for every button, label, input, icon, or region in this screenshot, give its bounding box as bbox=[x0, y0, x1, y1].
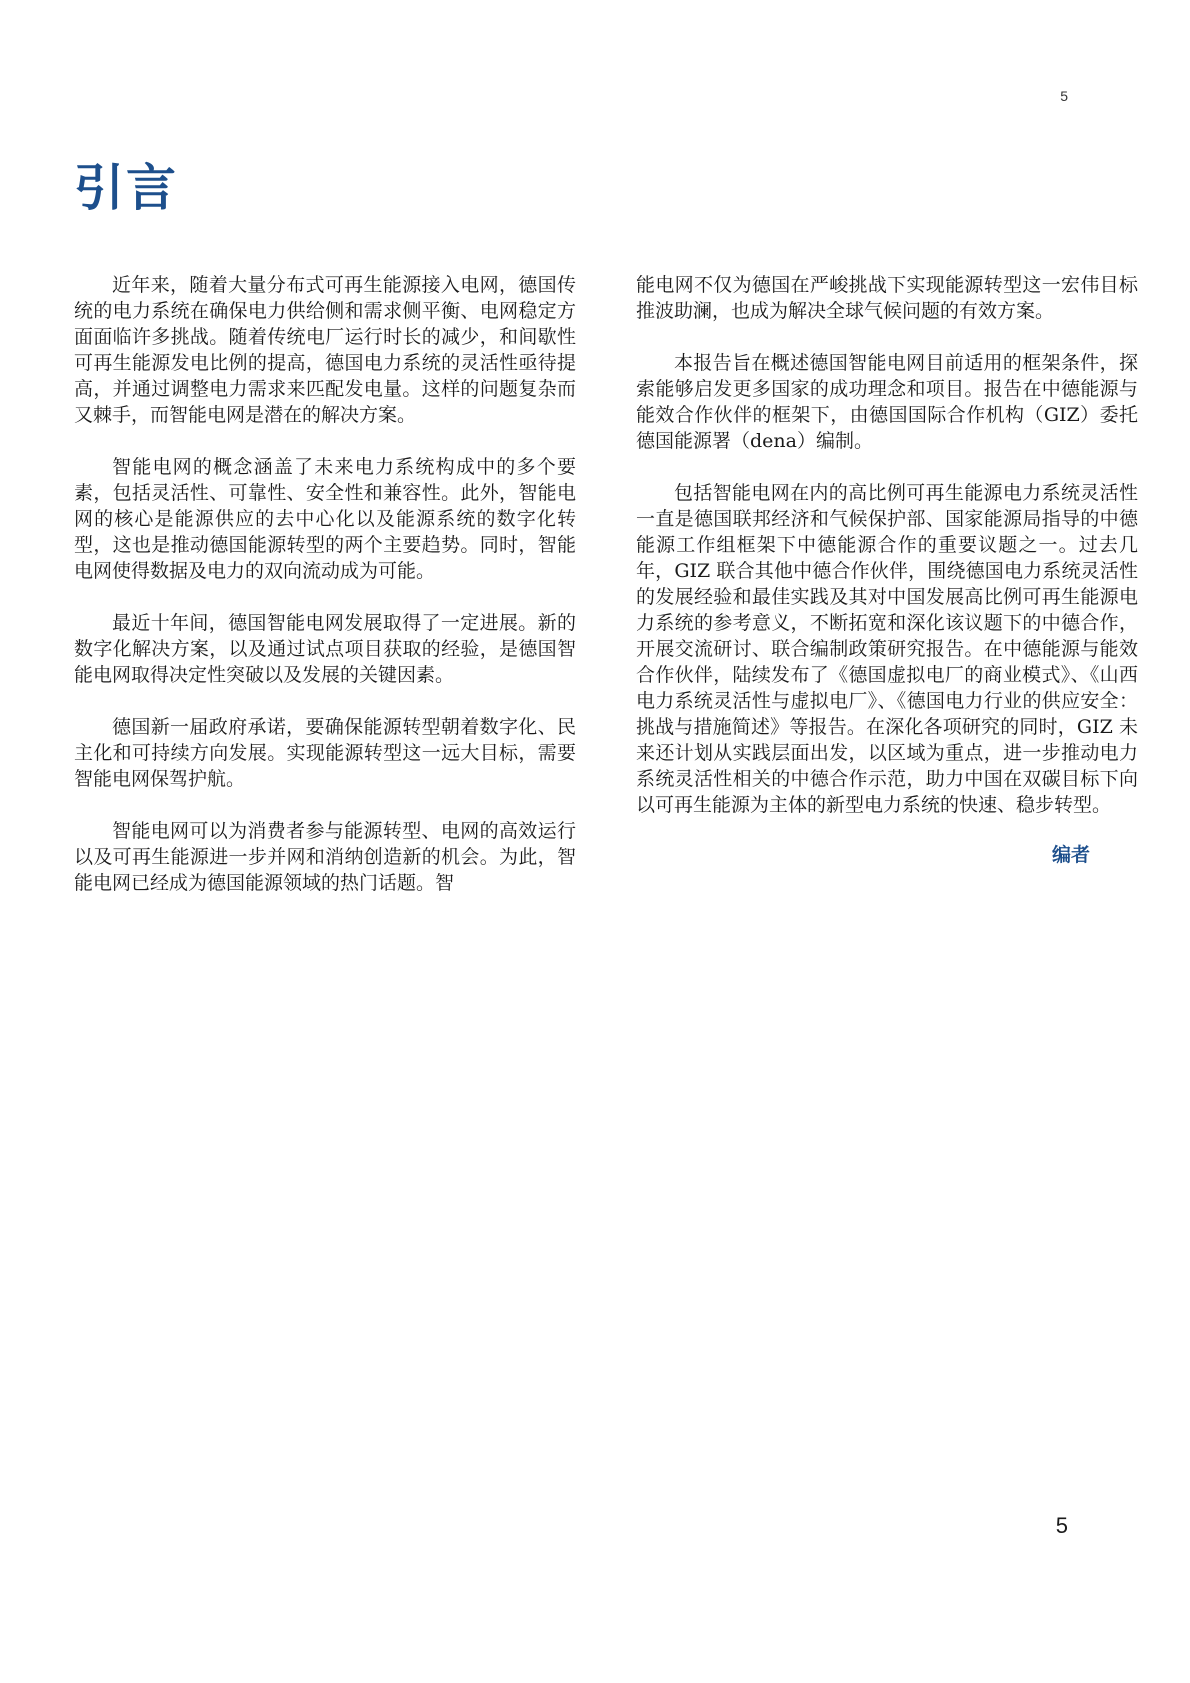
editor-signature: 编者 bbox=[1051, 844, 1090, 866]
body-paragraph: 近年来，随着大量分布式可再生能源接入电网，德国传统的电力系统在确保电力供给侧和需求侧平衡、电网稳定方面面临许多挑战。随着传统电厂运行时长的减少，和间歇性可再生能源发电比例的提高，德国电力系统的灵活性亟待提高，并通过调整电力需求来匹配发电量。这样的问题复杂而又棘手，而智能电网是潜在的解决方案。 bbox=[74, 274, 576, 426]
body-paragraph: 最近十年间，德国智能电网发展取得了一定进展。新的数字化解决方案，以及通过试点项目获取的经验，是德国智能电网取得决定性突破以及发展的关键因素。 bbox=[74, 612, 576, 686]
right-column bbox=[636, 272, 1138, 868]
body-paragraph: 德国新一届政府承诺，要确保能源转型朝着数字化、民主化和可持续方向发展。实现能源转型这一远大目标，需要智能电网保驾护航。 bbox=[74, 716, 576, 790]
body-paragraph: 智能电网的概念涵盖了未来电力系统构成中的多个要素，包括灵活性、可靠性、安全性和兼容性。此外，智能电网的核心是能源供应的去中心化以及能源系统的数字化转型，这也是推动德国能源转型的两个主要趋势。同时，智能电网使得数据及电力的双向流动成为可能。 bbox=[74, 456, 576, 582]
body-paragraph: 本报告旨在概述德国智能电网目前适用的框架条件，探索能够启发更多国家的成功理念和项目。报告在中德能源与能效合作伙伴的框架下，由德国国际合作机构（GIZ）委托德国能源署（dena）编制。 bbox=[636, 352, 1138, 452]
continued-paragraph: 能电网不仅为德国在严峻挑战下实现能源转型这一宏伟目标推波助澜，也成为解决全球气候问题的有效方案。 bbox=[636, 274, 1138, 322]
page-number-top: 5 bbox=[1060, 88, 1068, 104]
body-paragraph: 智能电网可以为消费者参与能源转型、电网的高效运行以及可再生能源进一步并网和消纳创造新的机会。为此，智能电网已经成为德国能源领域的热门话题。智 bbox=[74, 820, 576, 894]
left-column bbox=[74, 272, 576, 922]
page-title: 引言 bbox=[74, 159, 178, 217]
body-paragraph: 包括智能电网在内的高比例可再生能源电力系统灵活性一直是德国联邦经济和气候保护部、国家能源局指导的中德能源工作组框架下中德能源合作的重要议题之一。过去几年，GIZ 联合其他中德合作伙伴，围绕德国电力系统灵活性的发展经验和最佳实践及其对中国发展高比例可再生能源电力系统的参考意义，不断拓宽和深化该议题下的中德合作，开展交流研讨、联合编制政策研究报告。在中德能源与能效合作伙伴，陆续发布了《德国虚拟电厂的商业模式》、《山西电力系统灵活性与虚拟电厂》、《德国电力行业的供应安全：挑战与措施简述》等报告。在深化各项研究的同时，GIZ 未来还计划从实践层面出发，以区域为重点，进一步推动电力系统灵活性相关的中德合作示范，助力中国在双碳目标下向以可再生能源为主体的新型电力系统的快速、稳步转型。 bbox=[636, 482, 1138, 816]
page-number-bottom: 5 bbox=[1055, 1513, 1068, 1538]
